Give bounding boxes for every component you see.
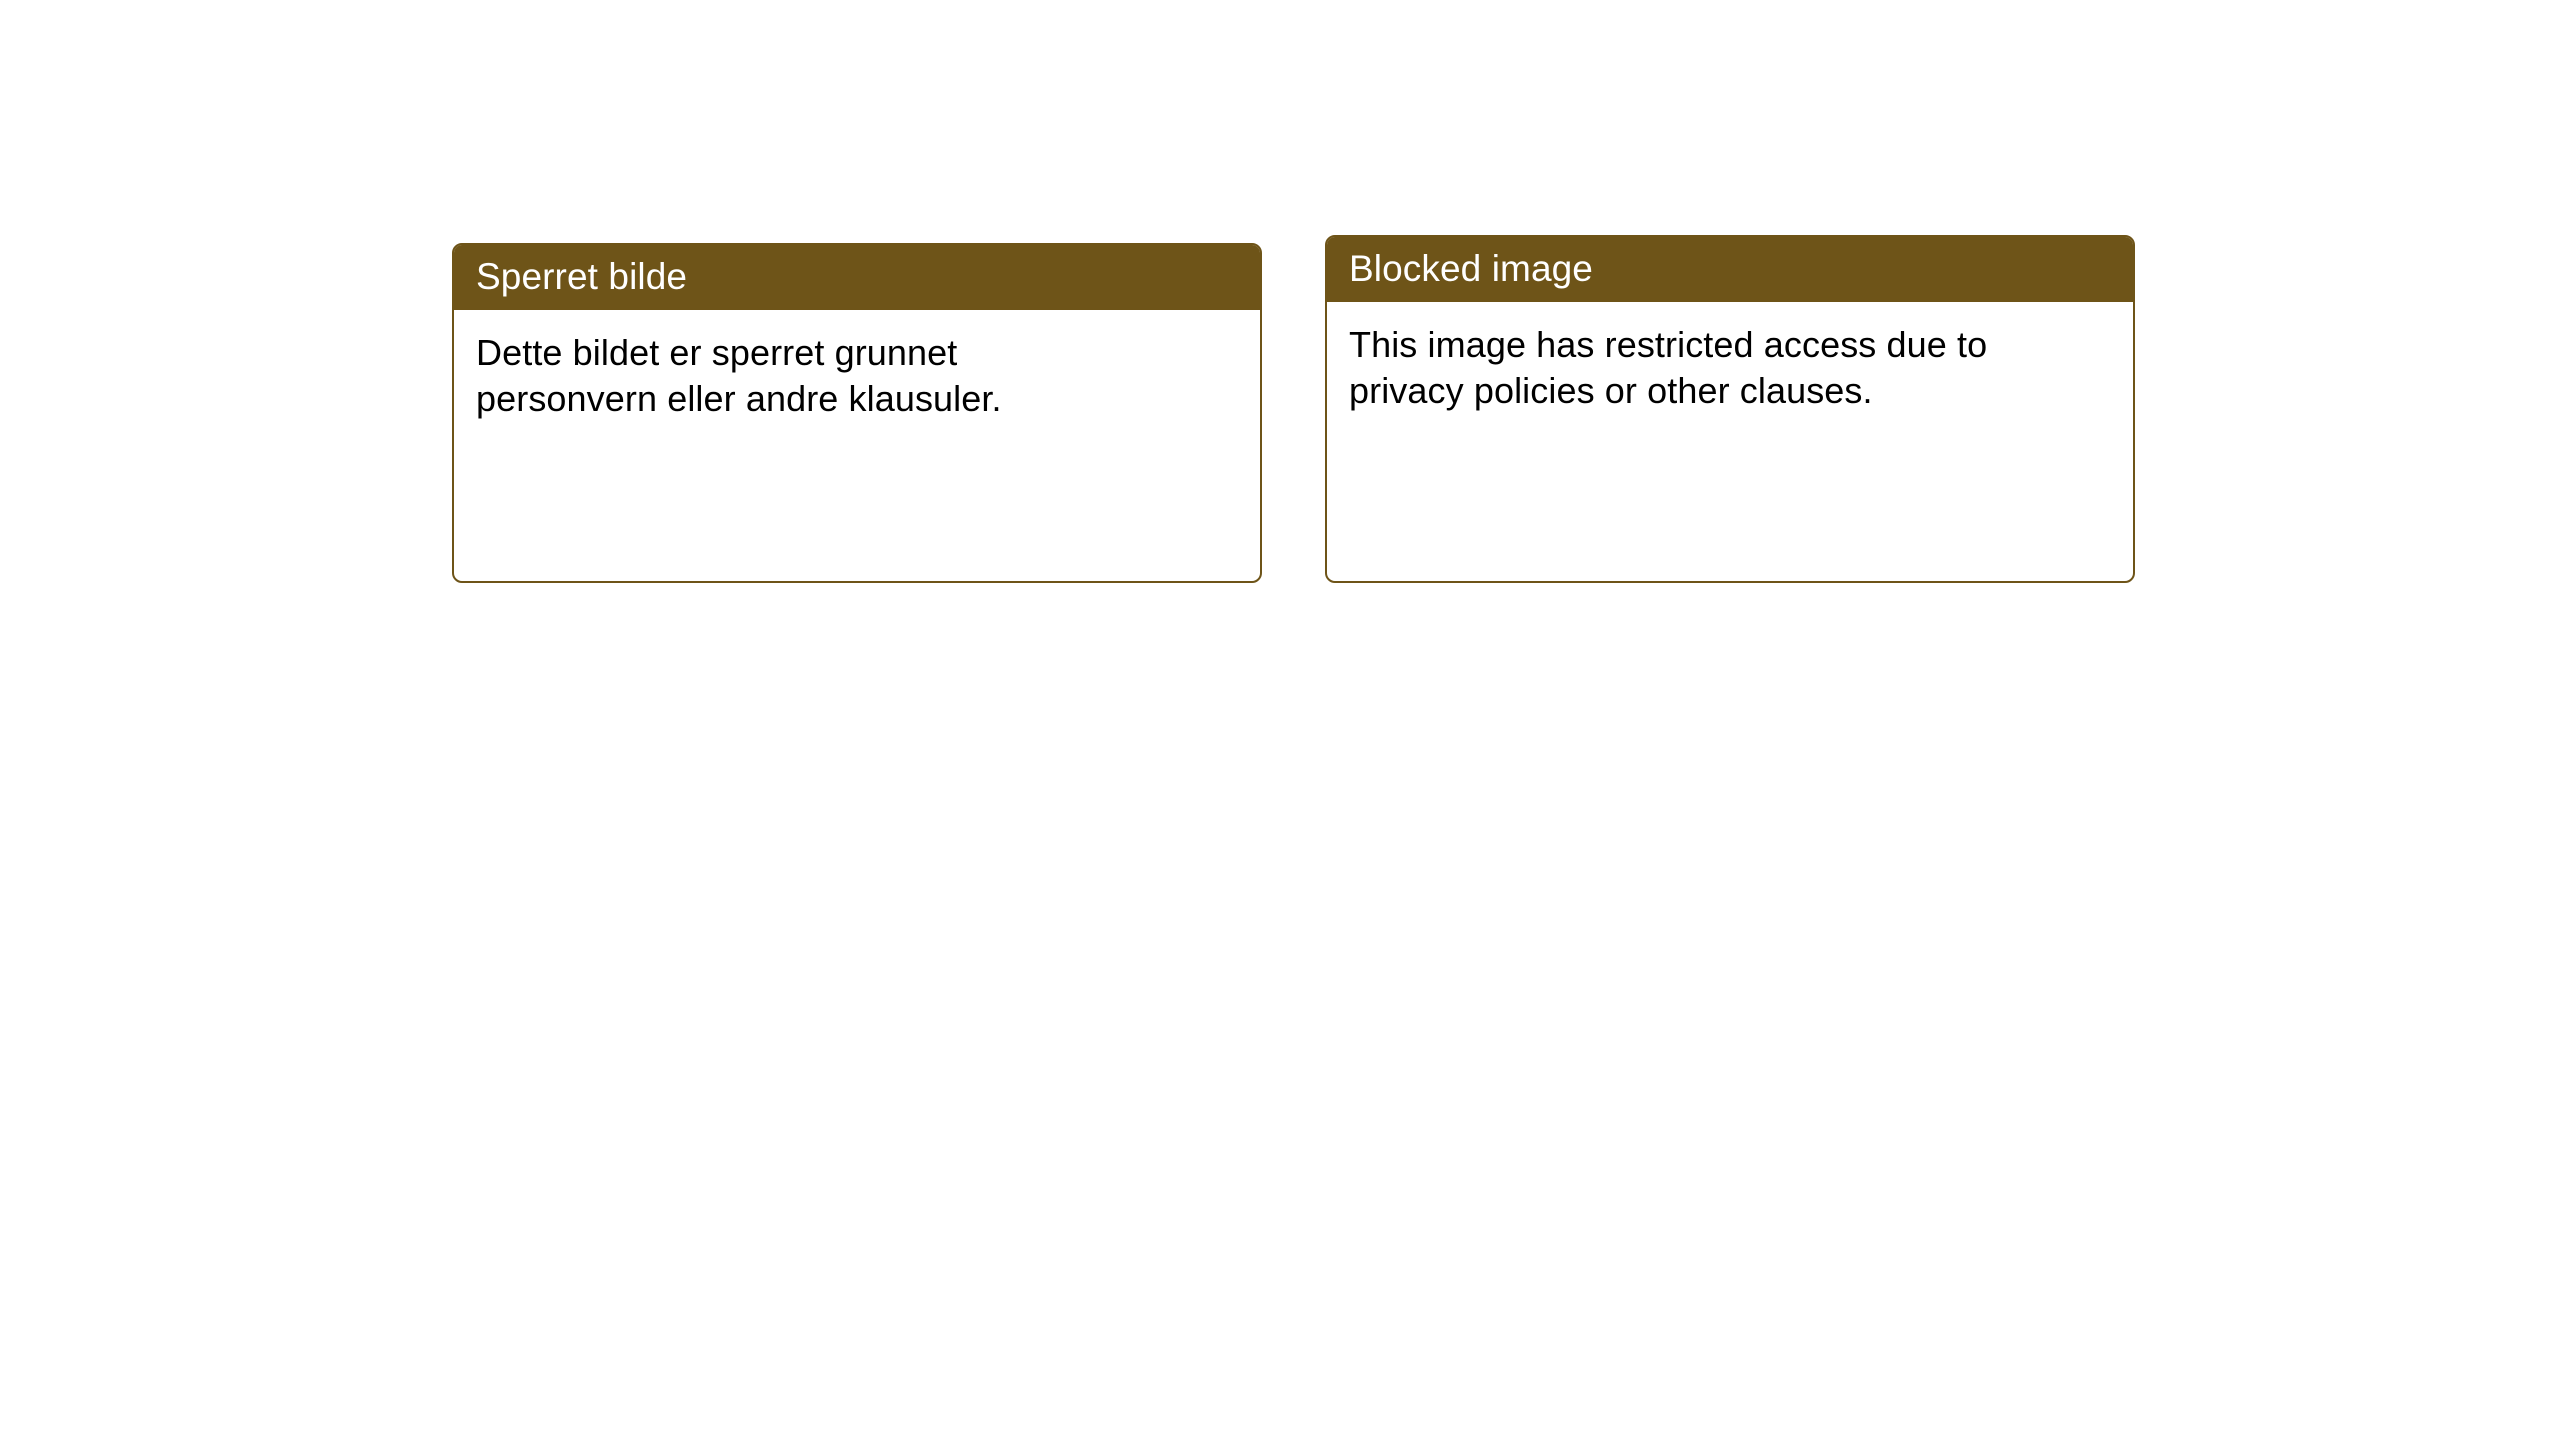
notice-body-text-no: Dette bildet er sperret grunnet personvern eller andre klausuler. [476, 332, 1002, 420]
blocked-image-notice-no [452, 243, 1262, 583]
notice-title-en: Blocked image [1327, 237, 2133, 302]
notice-title-no: Sperret bilde [454, 245, 1260, 310]
blocked-image-notice-en [1325, 235, 2135, 583]
notice-body-no [454, 310, 1260, 422]
notice-body-en [1327, 302, 2133, 414]
notice-body-text-en: This image has restricted access due to privacy policies or other clauses. [1349, 324, 1988, 412]
